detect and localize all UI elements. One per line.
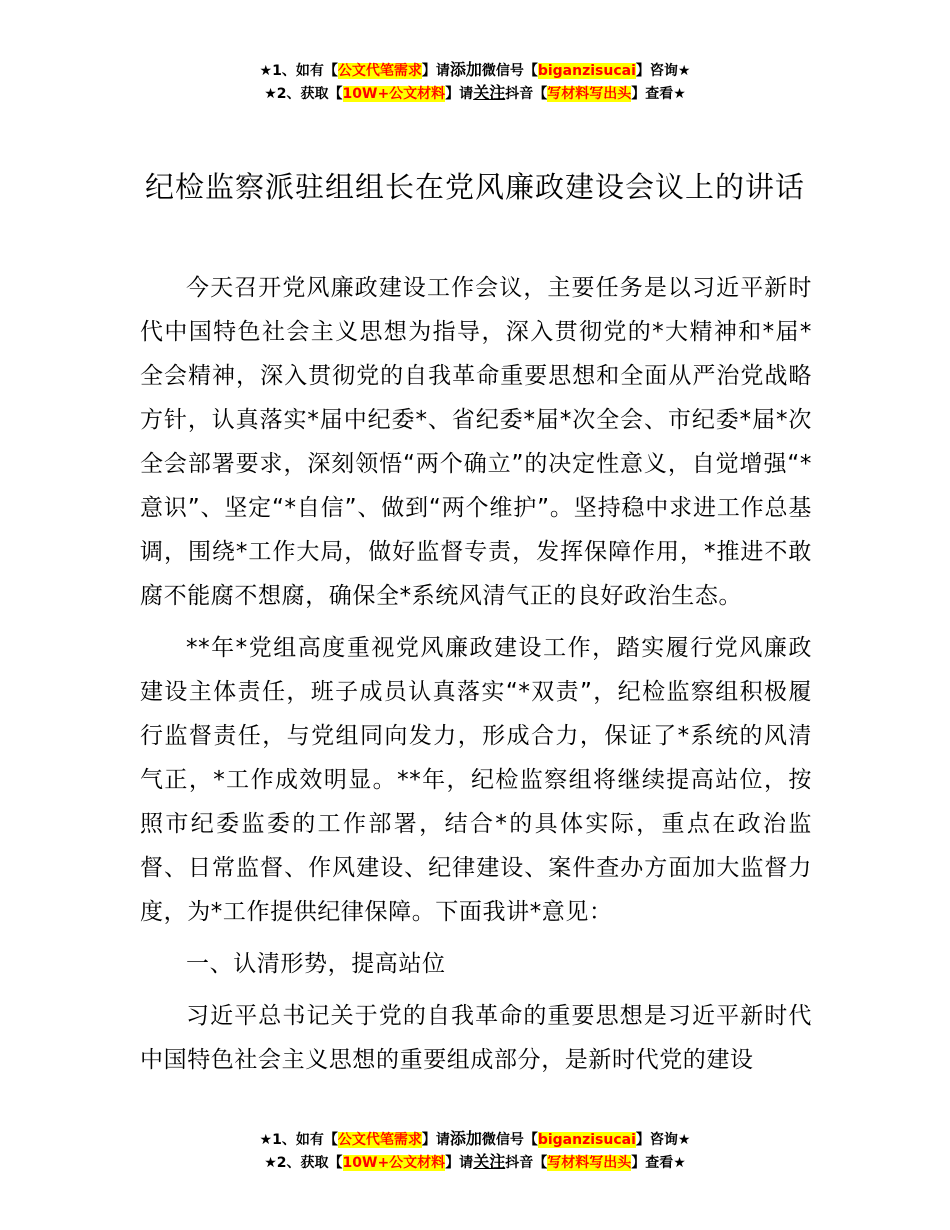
banner-text: 微信号【 xyxy=(481,1132,538,1148)
banner-line-1 xyxy=(0,59,950,82)
banner-highlight: 公文代笔需求 xyxy=(337,63,422,79)
banner-line-2 xyxy=(0,1151,950,1174)
banner-text: 抖音【 xyxy=(505,1155,548,1171)
paragraph: **年*党组高度重视党风廉政建设工作，踏实履行党风廉政建设主体责任，班子成员认真落实“*双责”，纪检监察组积极履行监督责任，与党组同向发力，形成合力，保证了*系统的风清气正，*工作成效明显。**年，纪检监察组将继续提高站位，按照市纪委监委的工作部署，结合*的具体实际，重点在政治监督、日常监督、作风建设、纪律建设、案件查办方面加大监督力度，为*工作提供纪律保障。下面我讲*意见： xyxy=(140,635,812,925)
banner-highlight: 写材料写出头 xyxy=(547,1155,632,1171)
banner-highlight: 10W+公文材料 xyxy=(342,1155,446,1171)
banner-highlight: 公文代笔需求 xyxy=(337,1132,422,1148)
banner-text: 】请 xyxy=(421,1132,450,1148)
header-banner xyxy=(0,59,950,105)
paragraph: 习近平总书记关于党的自我革命的重要思想是习近平新时代中国特色社会主义思想的重要组成部分，是新时代党的建设 xyxy=(140,1003,812,1073)
banner-line-2 xyxy=(0,82,950,105)
document-body xyxy=(140,266,812,1090)
banner-text: ★2、获取【 xyxy=(264,86,343,102)
banner-highlight: biganzisucai xyxy=(537,63,636,79)
paragraph: 今天召开党风廉政建设工作会议，主要任务是以习近平新时代中国特色社会主义思想为指导，深入贯彻党的*大精神和*届*全会精神，深入贯彻党的自我革命重要思想和全面从严治党战略方针，认真落实*届中纪委*、省纪委*届*次全会、市纪委*届*次全会部署要求，深刻领悟“两个确立”的决定性意义，自觉增强“*意识”、坚定“*自信”、做到“两个维护”。坚持稳中求进工作总基调，围绕*工作大局，做好监督专责，发挥保障作用，*推进不敢腐不能腐不想腐，确保全*系统风清气正的良好政治生态。 xyxy=(140,275,812,609)
banner-text: 】请 xyxy=(445,86,474,102)
banner-line-1 xyxy=(0,1128,950,1151)
section-heading: 一、认清形势，提高站位 xyxy=(186,951,446,977)
banner-text: ★2、获取【 xyxy=(264,1155,343,1171)
banner-text: 】查看★ xyxy=(631,1155,686,1171)
document-title: 纪检监察派驻组组长在党风廉政建设会议上的讲话 xyxy=(144,170,805,204)
banner-text: 】咨询★ xyxy=(635,63,691,79)
banner-highlight: biganzisucai xyxy=(537,1132,636,1148)
banner-text: 抖音【 xyxy=(505,86,548,102)
banner-text: 】请 xyxy=(445,1155,474,1171)
banner-text: 】咨询★ xyxy=(635,1132,691,1148)
banner-emphasis: 添加 xyxy=(449,60,482,79)
banner-text: 】请 xyxy=(421,63,450,79)
banner-emphasis: 关注 xyxy=(473,83,506,102)
banner-emphasis: 关注 xyxy=(473,1152,506,1171)
banner-highlight: 写材料写出头 xyxy=(547,86,632,102)
banner-text: 微信号【 xyxy=(481,63,538,79)
footer-banner xyxy=(0,1128,950,1174)
banner-text: ★1、如有【 xyxy=(259,63,338,79)
banner-highlight: 10W+公文材料 xyxy=(342,86,446,102)
banner-emphasis: 添加 xyxy=(449,1129,482,1148)
banner-text: ★1、如有【 xyxy=(259,1132,338,1148)
banner-text: 】查看★ xyxy=(631,86,686,102)
